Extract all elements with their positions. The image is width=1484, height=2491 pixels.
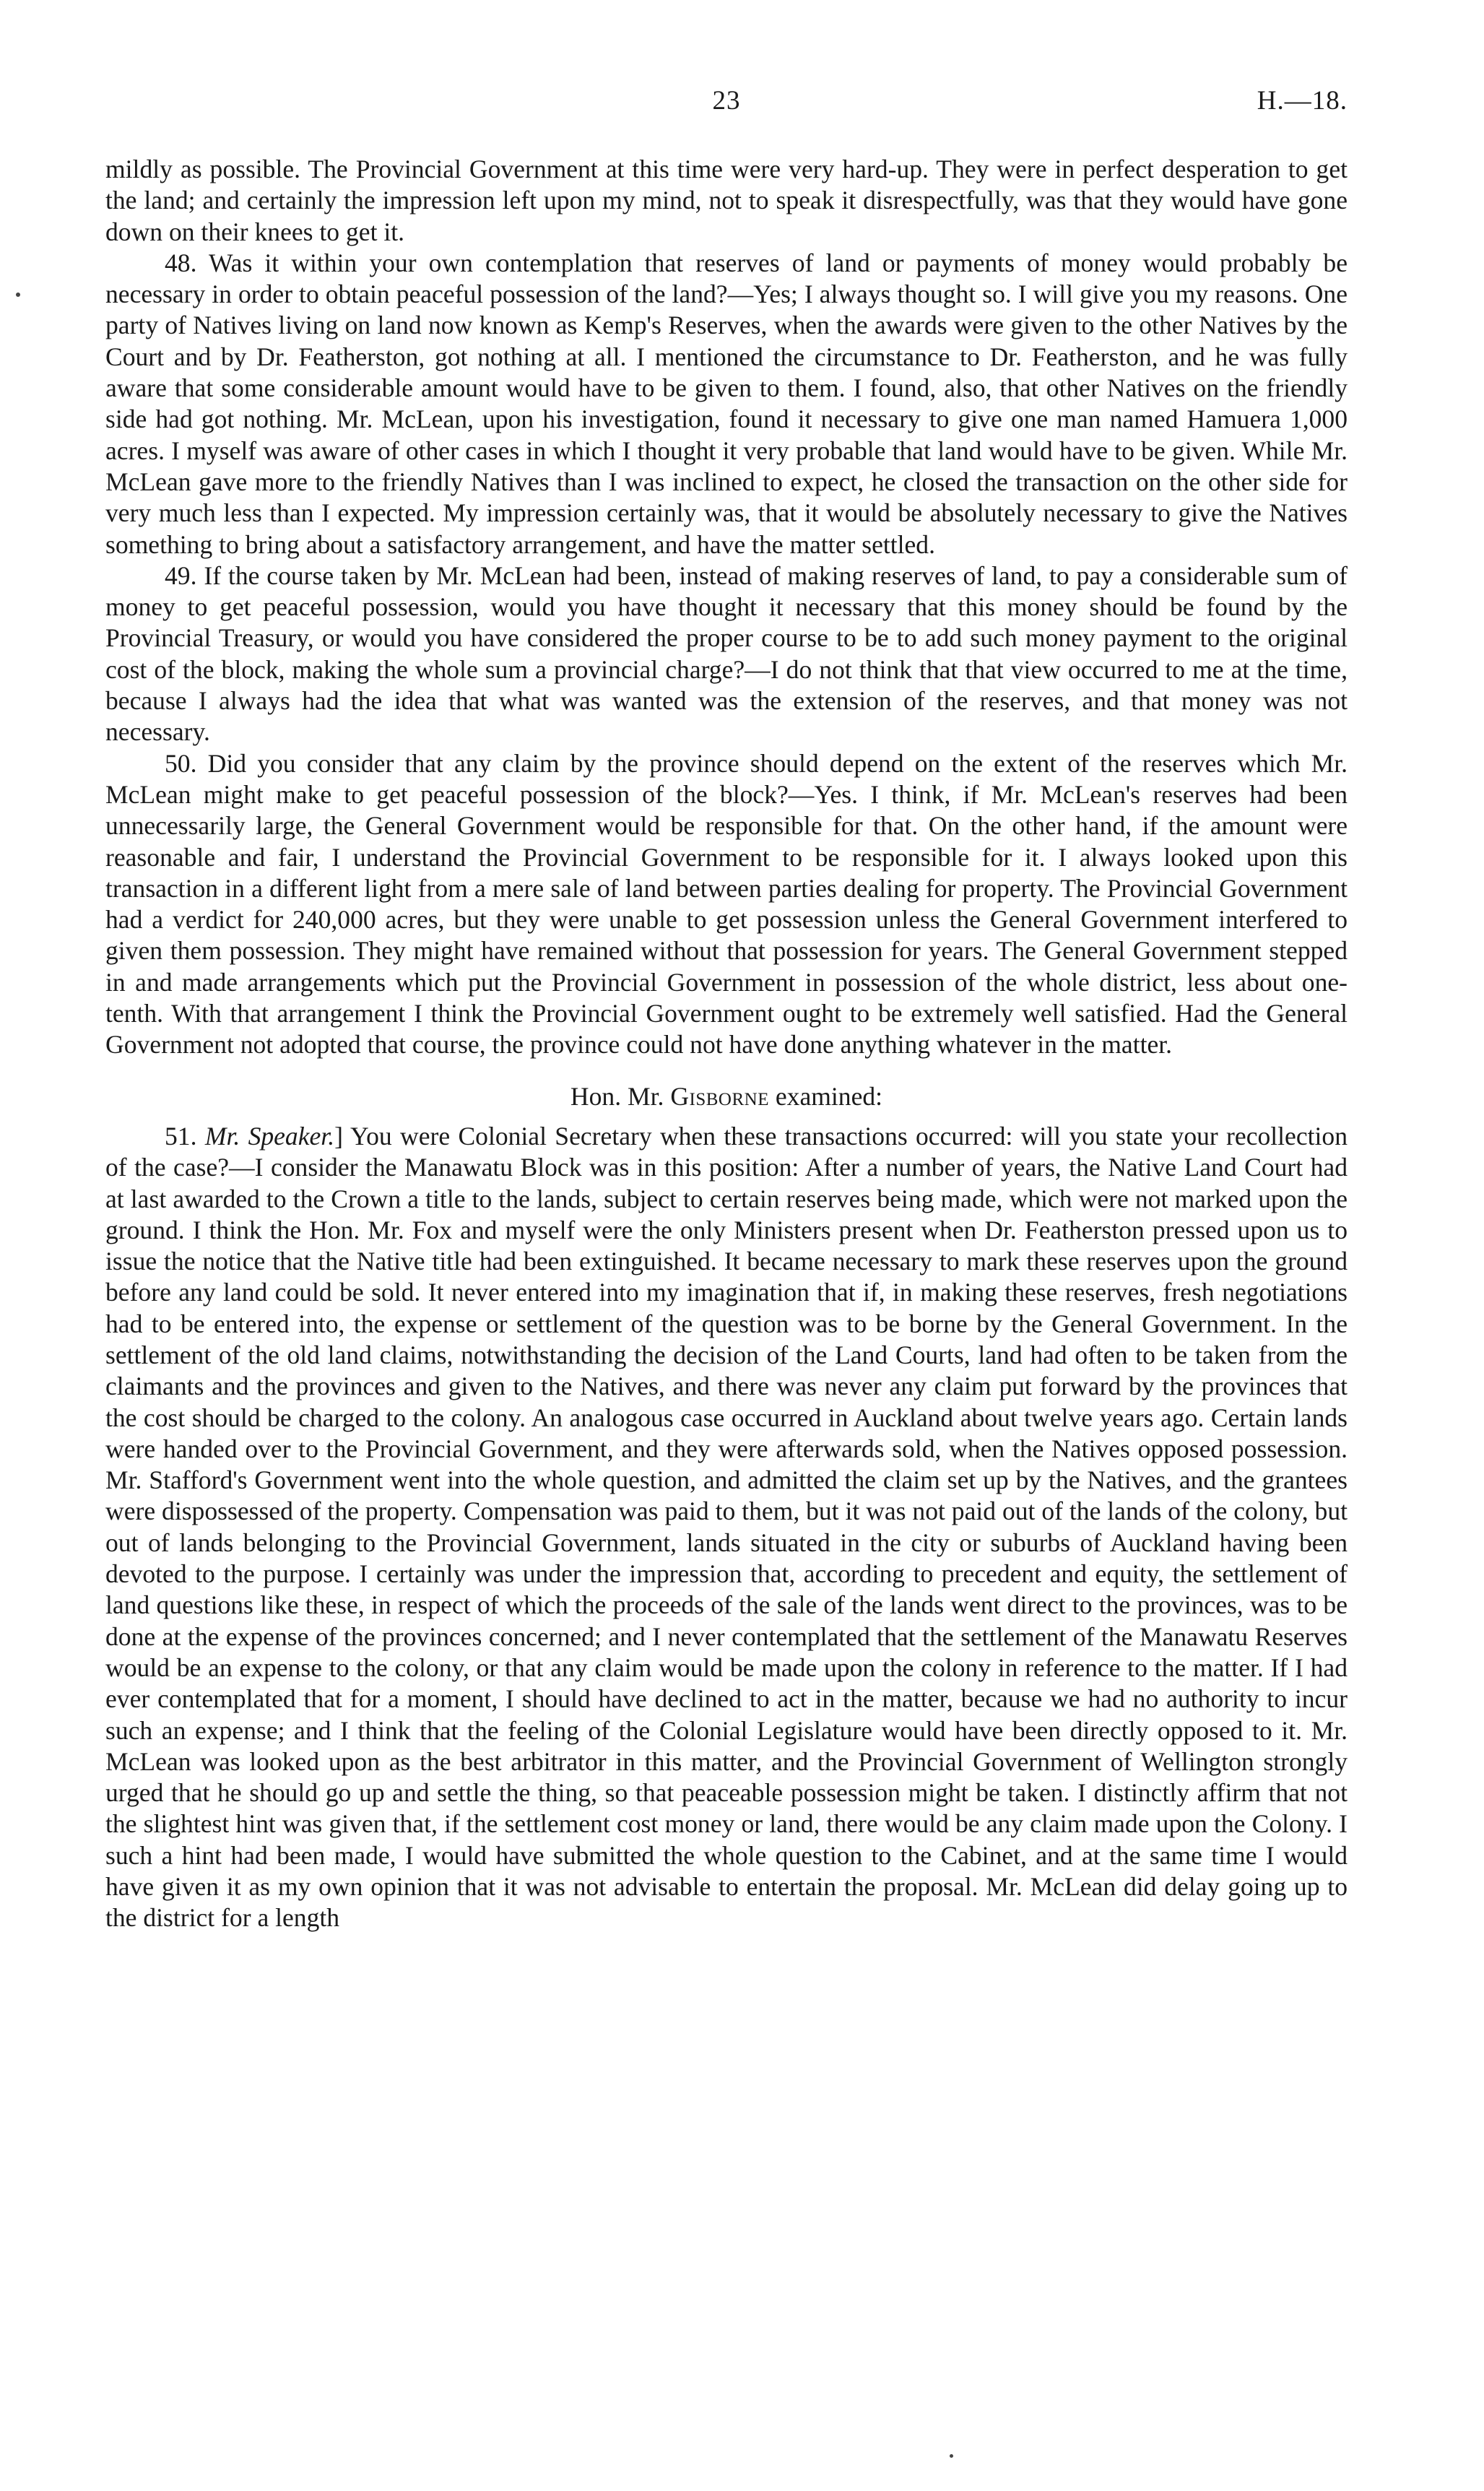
- question-number: 51.: [165, 1121, 197, 1151]
- paragraph-question-49: [105, 560, 1348, 748]
- question-number: 48.: [165, 248, 197, 277]
- page-header: [105, 85, 1348, 129]
- body-text: [105, 154, 1348, 1934]
- witness-name: Gisborne: [670, 1081, 769, 1111]
- paragraph-text: mildly as possible. The Provincial Government at this time were very hard-up. They were in perfect desperation to get the land; and certainly the impression left upon my mind, not to speak it disrespectfully, was that they would have gone down on their knees to get it.: [105, 155, 1348, 246]
- paragraph-text: Did you consider that any claim by the province should depend on the extent of the reserves which Mr. McLean might make to get peaceful possession of the block?—Yes. I think, if Mr. McLean's reserves had been unnecessarily large, the General Government would be responsible for that. On the other hand, if the amount were reasonable and fair, I understand the Provincial Government to be responsible for it. I always looked upon this transaction in a different light from a mere sale of land between parties dealing for property. The Provincial Government had a verdict for 240,000 acres, but they were unable to get possession unless the General Government interfered to given them possession. They might have remained without that possession for years. The General Government stepped in and made arrangements which put the Provincial Government in possession of the whole district, less about one-tenth. With that arrangement I think the Provincial Government ought to be extremely well satisfied. Had the General Government not adopted that course, the province could not have done anything whatever in the matter.: [105, 748, 1348, 1060]
- examined-heading: [105, 1081, 1348, 1112]
- paragraph-continuation: [105, 154, 1348, 248]
- document-reference: H.—18.: [1257, 86, 1348, 116]
- speaker-bracket: ]: [334, 1121, 343, 1151]
- print-speck: [16, 293, 20, 297]
- question-number: 50.: [165, 748, 197, 778]
- question-number: 49.: [165, 560, 197, 590]
- paragraph-question-48: [105, 248, 1348, 560]
- print-speck: [950, 2454, 953, 2458]
- speaker-name: Mr. Speaker.: [204, 1121, 335, 1151]
- heading-prefix: Hon. Mr.: [570, 1081, 664, 1111]
- paragraph-question-51: [105, 1121, 1348, 1934]
- paragraph-text: You were Colonial Secretary when these transactions occurred: will you state your recollection of the case?—I consider the Manawatu Block was in this position: After a number of years, the Native Land Court had at last awarded to the Crown a title to the lands, subject to certain reserves being made, which were not marked upon the ground. I think the Hon. Mr. Fox and myself were the only Ministers present when Dr. Featherston pressed upon us to issue the notice that the Native title had been extinguished. It became necessary to mark these reserves upon the ground before any land could be sold. It never entered into my imagination that if, in making these reserves, fresh negotiations had to be entered into, the expense or settlement of the question was to be borne by the General Government. In the settlement of the old land claims, notwithstanding the decision of the Land Courts, land had often to be taken from the claimants and the provinces and given to the Natives, and there was never any claim put forward by the provinces that the cost should be charged to the colony. An analogous case occurred in Auckland about twelve years ago. Certain lands were handed over to the Provincial Government, and they were afterwards sold, when the Natives opposed possession. Mr. Stafford's Government went into the whole question, and admitted the claim set up by the Natives, and the grantees were dispossessed of the property. Compensation was paid to them, but it was not paid out of the lands of the colony, but out of lands belonging to the Provincial Government, lands situated in the city or suburbs of Auckland having been devoted to the purpose. I certainly was under the impression that, according to precedent and equity, the settlement of land questions like these, in respect of which the proceeds of the sale of the lands went direct to the provinces, was to be done at the expense of the provinces concerned; and I never contemplated that the settlement of the Manawatu Reserves would be an expense to the colony, or that any claim would be made upon the colony in reference to the matter. If I had ever contemplated that for a moment, I should have declined to act in the matter, because we had no authority to incur such an expense; and I think that the feeling of the Colonial Legislature would have been directly opposed to it. Mr. McLean was looked upon as the best arbitrator in this matter, and the Provincial Government of Wellington strongly urged that he should go up and settle the thing, so that peaceable possession might be taken. I distinctly affirm that not the slightest hint was given that, if the settlement cost money or land, there would be any claim made upon the Colony. I such a hint had been made, I would have submitted the whole question to the Cabinet, and at the same time I would have given it as my own opinion that it was not advisable to entertain the proposal. Mr. McLean did delay going up to the district for a length: [105, 1121, 1348, 1933]
- paragraph-text: If the course taken by Mr. McLean had been, instead of making reserves of land, to pay a considerable sum of money to get peaceful possession, would you have thought it necessary that this money should be found by the Provincial Treasury, or would you have considered the proper course to be to add such money payment to the original cost of the block, making the whole sum a provincial charge?—I do not think that that view occurred to me at the time, because I always had the idea that what was wanted was the extension of the reserves, and that money was not necessary.: [105, 560, 1348, 747]
- paragraph-text: Was it within your own contemplation that reserves of land or payments of money would probably be necessary in order to obtain peaceful possession of the land?—Yes; I always thought so. I will give you my reasons. One party of Natives living on land now known as Kemp's Reserves, when the awards were given to the other Natives by the Court and by Dr. Featherston, got nothing at all. I mentioned the circumstance to Dr. Featherston, and he was fully aware that some considerable amount would have to be given to them. I found, also, that other Natives on the friendly side had got nothing. Mr. McLean, upon his investigation, found it necessary to give one man named Hamuera 1,000 acres. I myself was aware of other cases in which I thought it very probable that land would have to be given. While Mr. McLean gave more to the friendly Natives than I was inclined to expect, he closed the transaction on the other side for very much less than I expected. My impression certainly was, that it would be absolutely necessary to give the Natives something to bring about a satisfactory arrangement, and have the matter settled.: [105, 248, 1348, 559]
- heading-suffix: examined:: [775, 1081, 883, 1111]
- page-number: 23: [712, 86, 741, 116]
- paragraph-question-50: [105, 748, 1348, 1061]
